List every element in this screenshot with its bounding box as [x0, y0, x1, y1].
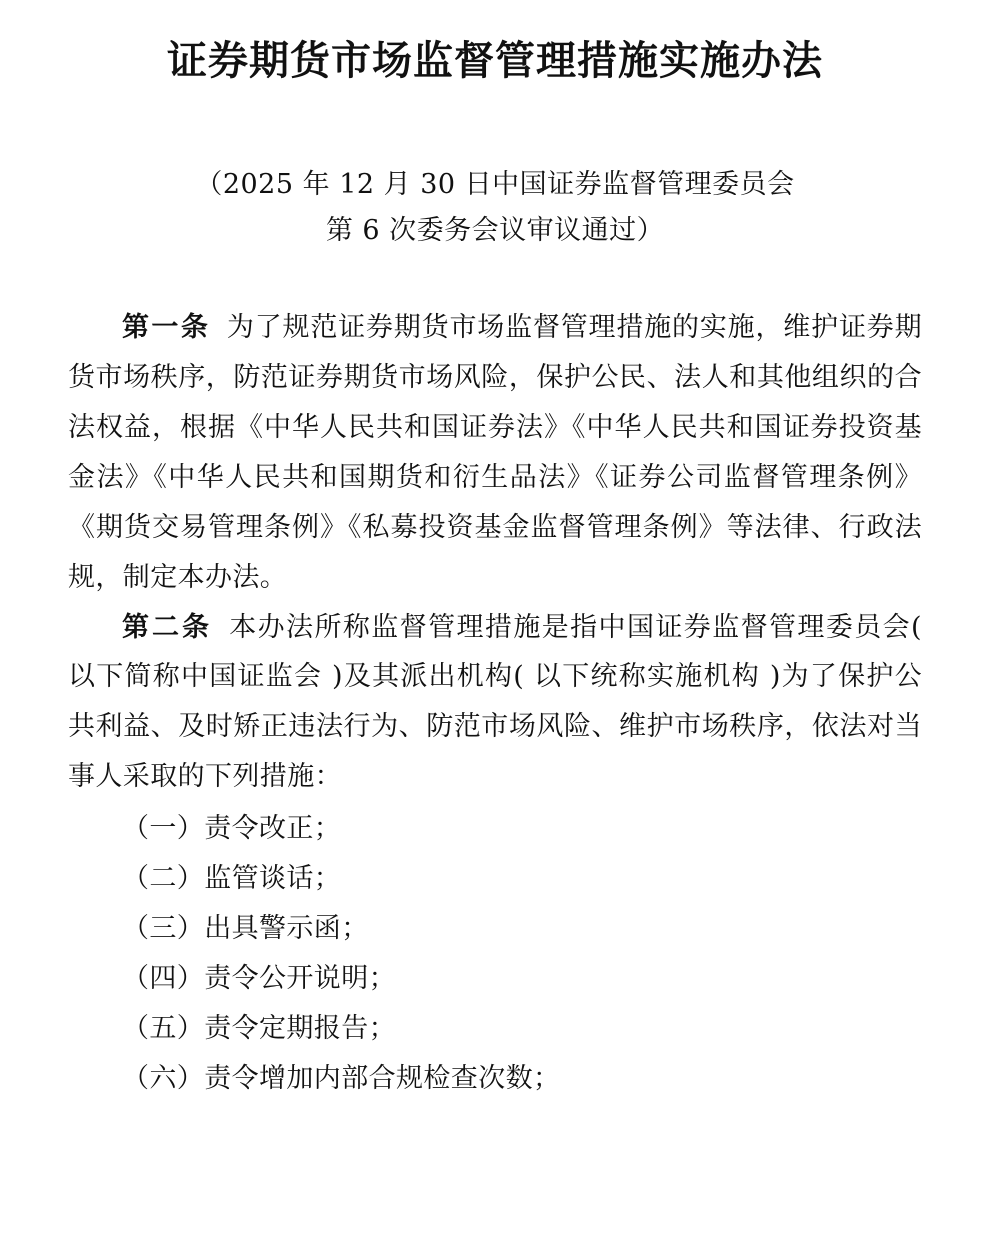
list-item: （四）责令公开说明；	[122, 963, 396, 995]
enumerated-items	[68, 804, 922, 1104]
list-item: （五）责令定期报告；	[122, 1013, 396, 1044]
article-1-text: 为了规范证券期货市场监督管理措施的实施，维护证券期货市场秩序，防范证券期货市场风险，保护公民、法人和其他组织的合法权益，根据《中华人民共和国证券法》《中华人民共和国证券投资基金法》《中华人民共和国期货和衍生品法》《证券公司监督管理条例》《期货交易管理条例》《私募投资基金监督管理条例》等法律、行政法规，制定本办法。	[68, 311, 922, 593]
list-item: （三）出具警示函；	[122, 913, 369, 945]
list-item: （一）责令改正；	[122, 813, 342, 845]
article-2	[68, 603, 922, 803]
page-title: 证券期货市场监督管理措施实施办法	[167, 37, 823, 84]
article-1	[68, 303, 922, 603]
article-2-label: 第二条	[122, 611, 213, 643]
article-2-text: 本办法所称监督管理措施是指中国证券监督管理委员会( 以下简称中国证监会 )及其派出机构( 以下统称实施机构 )为了保护公共利益、及时矫正违法行为、防范市场风险、维护市场秩序，依法对当事人采取的下列措施：	[68, 611, 922, 793]
document-body	[68, 303, 922, 1104]
list-item: （二）监管谈话；	[122, 863, 342, 895]
promulgation-line-1: （2025 年 12 月 30 日中国证券监督管理委员会	[195, 169, 795, 200]
article-1-label: 第一条	[122, 311, 211, 343]
list-item: （六）责令增加内部合规检查次数；	[122, 1062, 561, 1094]
promulgation-line-2: 第 6 次委务会议审议通过）	[325, 215, 665, 247]
promulgation-block	[68, 162, 922, 255]
